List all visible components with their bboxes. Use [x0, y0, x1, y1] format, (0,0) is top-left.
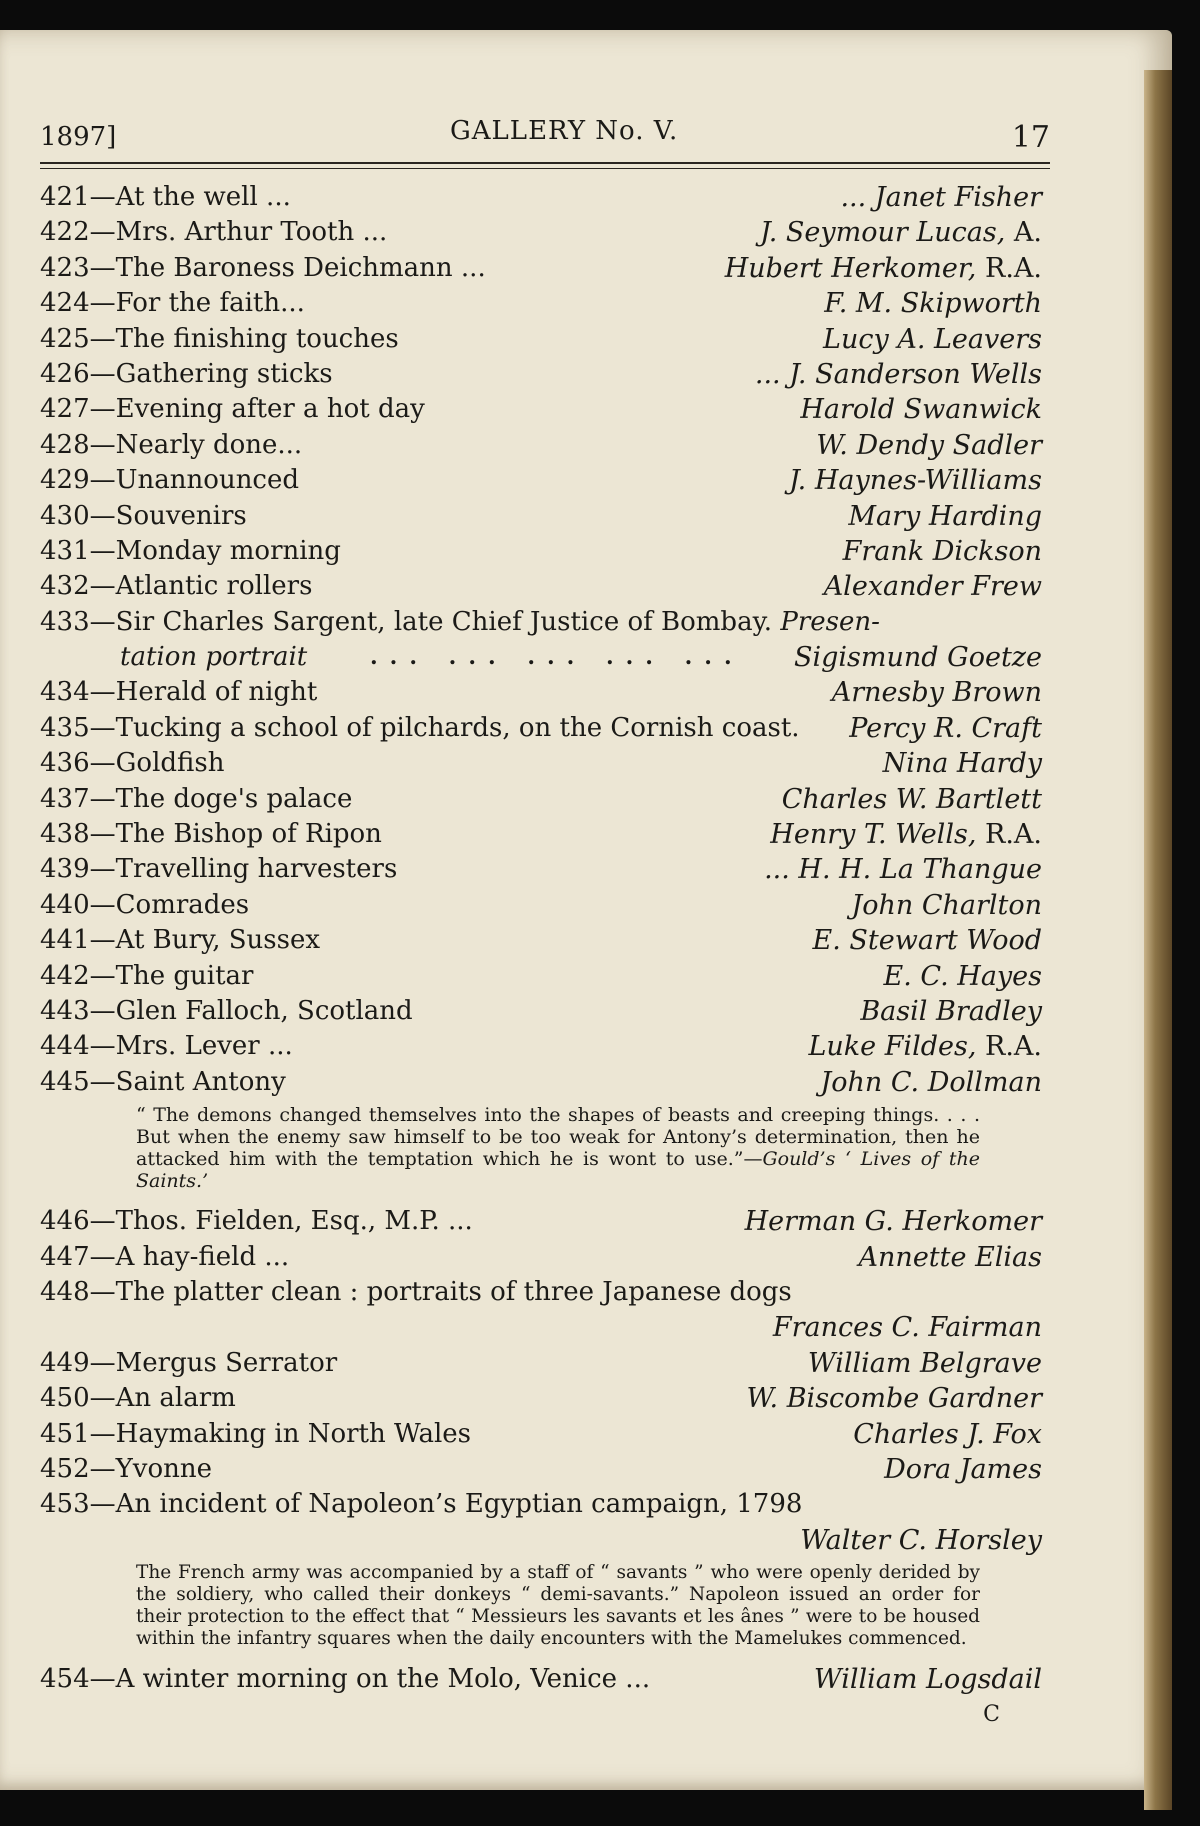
entry-artist: ... J. Sanderson Wells — [754, 358, 1042, 390]
entry-artist: E. Stewart Wood — [812, 925, 1042, 957]
entry-title: 445—Saint Antony — [40, 1066, 286, 1097]
entry-title: 436—Goldfish — [40, 748, 225, 779]
running-head — [40, 92, 1050, 155]
catalogue-entry — [40, 1662, 1050, 1697]
entry-artist: Frank Dickson — [842, 535, 1042, 567]
entry-artist: William Belgrave — [807, 1347, 1042, 1379]
entry-artist: Alexander Frew — [823, 571, 1042, 603]
catalogue-entry — [40, 923, 1050, 958]
entry-artist: John C. Dollman — [820, 1066, 1042, 1098]
catalogue-entry — [40, 251, 1050, 286]
entry-artist: Basil Bradley — [860, 995, 1042, 1027]
catalogue-entry-continuation — [40, 1523, 1050, 1558]
entry-artist: Dora James — [884, 1453, 1042, 1485]
catalogue-entries — [40, 180, 1050, 1733]
catalogue-entry-continuation — [40, 1310, 1050, 1345]
catalogue-entry — [40, 286, 1050, 321]
entry-artist: Lucy A. Leavers — [823, 323, 1042, 355]
book-page — [0, 30, 1172, 1790]
catalogue-entry — [40, 675, 1050, 710]
entry-title: 441—At Bury, Sussex — [40, 925, 321, 956]
entry-artist: Hubert Herkomer, R.A. — [724, 252, 1042, 284]
entry-note: The French army was accompanied by a staff of “ savants ” who were openly derided by the soldiery, who called their donkeys “ demi-savants.” Napoleon issued an order for their protection to the effect that “ Messieurs les savants et les ânes ” were to be housed within the infantry squares when the daily encounters with the Mamelukes commenced. — [136, 1562, 980, 1650]
catalogue-entry — [40, 463, 1050, 498]
catalogue-entry — [40, 215, 1050, 250]
entry-artist: W. Dendy Sadler — [816, 429, 1042, 461]
entry-artist: Herman G. Herkomer — [744, 1206, 1042, 1238]
entry-artist: Percy R. Craft — [849, 712, 1042, 744]
catalogue-entry — [40, 1240, 1050, 1275]
entry-artist: Arnesby Brown — [831, 677, 1042, 709]
signature-mark: C — [983, 1702, 1000, 1728]
entry-artist: Walter C. Horsley — [800, 1524, 1042, 1556]
entry-title: 450—An alarm — [40, 1383, 236, 1414]
entry-title: 433—Sir Charles Sargent, late Chief Justice of Bombay. Presen- — [40, 606, 880, 637]
catalogue-entry — [40, 428, 1050, 463]
entry-artist: J. Seymour Lucas, A. — [759, 217, 1042, 249]
entry-title: 434—Herald of night — [40, 677, 318, 708]
catalogue-entry-continuation — [40, 640, 1050, 675]
entry-artist: E. C. Hayes — [883, 960, 1042, 992]
entry-artist-honour: R.A. — [985, 819, 1042, 851]
entry-title: 425—The finishing touches — [40, 323, 399, 354]
entry-artist: J. Haynes-Williams — [788, 465, 1042, 497]
entry-artist: Charles W. Bartlett — [781, 783, 1042, 815]
running-head-year: 1897] — [40, 122, 117, 152]
entry-artist: John Charlton — [851, 889, 1042, 921]
catalogue-entry — [40, 534, 1050, 569]
entry-artist: Sigismund Goetze — [793, 642, 1042, 674]
entry-title: 444—Mrs. Lever ... — [40, 1031, 293, 1062]
entry-group — [40, 180, 1050, 605]
entry-title: 454—A winter morning on the Molo, Venice ... — [40, 1664, 651, 1695]
entry-artist: Charles J. Fox — [853, 1418, 1042, 1450]
catalogue-entry — [40, 852, 1050, 887]
catalogue-entry — [40, 1204, 1050, 1239]
running-head-title: GALLERY No. V. — [450, 116, 679, 146]
catalogue-entry — [40, 1381, 1050, 1416]
entry-title: 447—A hay-field ... — [40, 1241, 290, 1272]
entry-title: 449—Mergus Serrator — [40, 1347, 338, 1378]
catalogue-entry — [40, 322, 1050, 357]
entry-group — [40, 675, 1050, 1100]
catalogue-entry — [40, 180, 1050, 215]
catalogue-entry — [40, 1275, 1050, 1310]
entry-title: 422—Mrs. Arthur Tooth ... — [40, 217, 388, 248]
signature-row — [40, 1697, 1050, 1732]
catalogue-entry — [40, 1029, 1050, 1064]
entry-title: 443—Glen Falloch, Scotland — [40, 995, 413, 1026]
entry-artist: Nina Hardy — [882, 748, 1042, 780]
entry-artist: ... Janet Fisher — [840, 182, 1042, 213]
catalogue-entry — [40, 1452, 1050, 1487]
entry-artist: W. Biscombe Gardner — [746, 1383, 1042, 1415]
entry-group — [40, 1346, 1050, 1488]
entry-artist: William Logsdail — [813, 1664, 1042, 1696]
catalogue-entry — [40, 1346, 1050, 1381]
entry-title: 427—Evening after a hot day — [40, 394, 425, 425]
catalogue-entry — [40, 605, 1050, 640]
entry-quote: “ The demons changed themselves into the shapes of beasts and creeping things. . . . But when the enemy saw himself to be too weak for Antony’s determination, then he attacked him with the temptation which he is wont to use.”—Gould’s ‘ Lives of the Saints.’ — [136, 1104, 980, 1193]
entry-title: 429—Unannounced — [40, 465, 300, 496]
entry-title-continuation: tation portrait — [120, 642, 308, 673]
catalogue-entry — [40, 782, 1050, 817]
entry-artist: F. M. Skipworth — [824, 288, 1042, 320]
entry-title: 430—Souvenirs — [40, 500, 247, 531]
entry-title: 446—Thos. Fielden, Esq., M.P. ... — [40, 1206, 473, 1237]
entry-artist-honour: A. — [1013, 217, 1042, 249]
entry-artist: Luke Fildes, R.A. — [808, 1031, 1042, 1063]
entry-title: 438—The Bishop of Ripon — [40, 819, 382, 850]
entry-artist: Henry T. Wells, R.A. — [770, 819, 1042, 851]
entry-title: 428—Nearly done... — [40, 429, 303, 460]
entry-title: 442—The guitar — [40, 960, 254, 991]
entry-artist-honour: R.A. — [985, 252, 1042, 284]
catalogue-entry — [40, 357, 1050, 392]
entry-artist: Annette Elias — [858, 1241, 1042, 1273]
entry-title: 453—An incident of Napoleon’s Egyptian campaign, 1798 — [40, 1489, 803, 1520]
entry-title: 424—For the faith... — [40, 288, 305, 319]
catalogue-entry — [40, 817, 1050, 852]
entry-title: 440—Comrades — [40, 889, 250, 920]
entry-title: 448—The platter clean : portraits of three Japanese dogs — [40, 1276, 792, 1307]
entry-artist: Harold Swanwick — [800, 394, 1042, 426]
entry-title: 435—Tucking a school of pilchards, on the Cornish coast. — [40, 712, 800, 743]
entry-artist: Frances C. Fairman — [772, 1312, 1042, 1344]
entry-title: 431—Monday morning — [40, 535, 341, 566]
entry-group — [40, 1204, 1050, 1275]
page-edge — [1144, 70, 1172, 1810]
catalogue-entry — [40, 392, 1050, 427]
leader-dots: ... ... ... ... ... — [370, 644, 744, 671]
page-number: 17 — [1011, 120, 1050, 155]
catalogue-entry — [40, 711, 1050, 746]
catalogue-entry — [40, 994, 1050, 1029]
catalogue-entry — [40, 1065, 1050, 1100]
entry-title: 421—At the well ... — [40, 182, 291, 212]
entry-artist-honour: R.A. — [985, 1031, 1042, 1063]
entry-title: 437—The doge's palace — [40, 783, 353, 814]
catalogue-entry — [40, 499, 1050, 534]
header-rule — [40, 162, 1050, 164]
catalogue-entry — [40, 888, 1050, 923]
entry-artist: ... H. H. La Thangue — [764, 854, 1042, 886]
entry-title: 451—Haymaking in North Wales — [40, 1418, 472, 1449]
entry-title: 426—Gathering sticks — [40, 358, 333, 389]
entry-title: 423—The Baroness Deichmann ... — [40, 252, 486, 283]
entry-title: 432—Atlantic rollers — [40, 571, 313, 602]
catalogue-entry — [40, 746, 1050, 781]
entry-title: 439—Travelling harvesters — [40, 854, 398, 885]
entry-artist: Mary Harding — [848, 500, 1042, 532]
catalogue-entry — [40, 959, 1050, 994]
entry-title: 452—Yvonne — [40, 1453, 213, 1484]
catalogue-entry — [40, 569, 1050, 604]
header-rule-thin — [40, 168, 1050, 169]
catalogue-entry — [40, 1417, 1050, 1452]
catalogue-entry — [40, 1487, 1050, 1522]
